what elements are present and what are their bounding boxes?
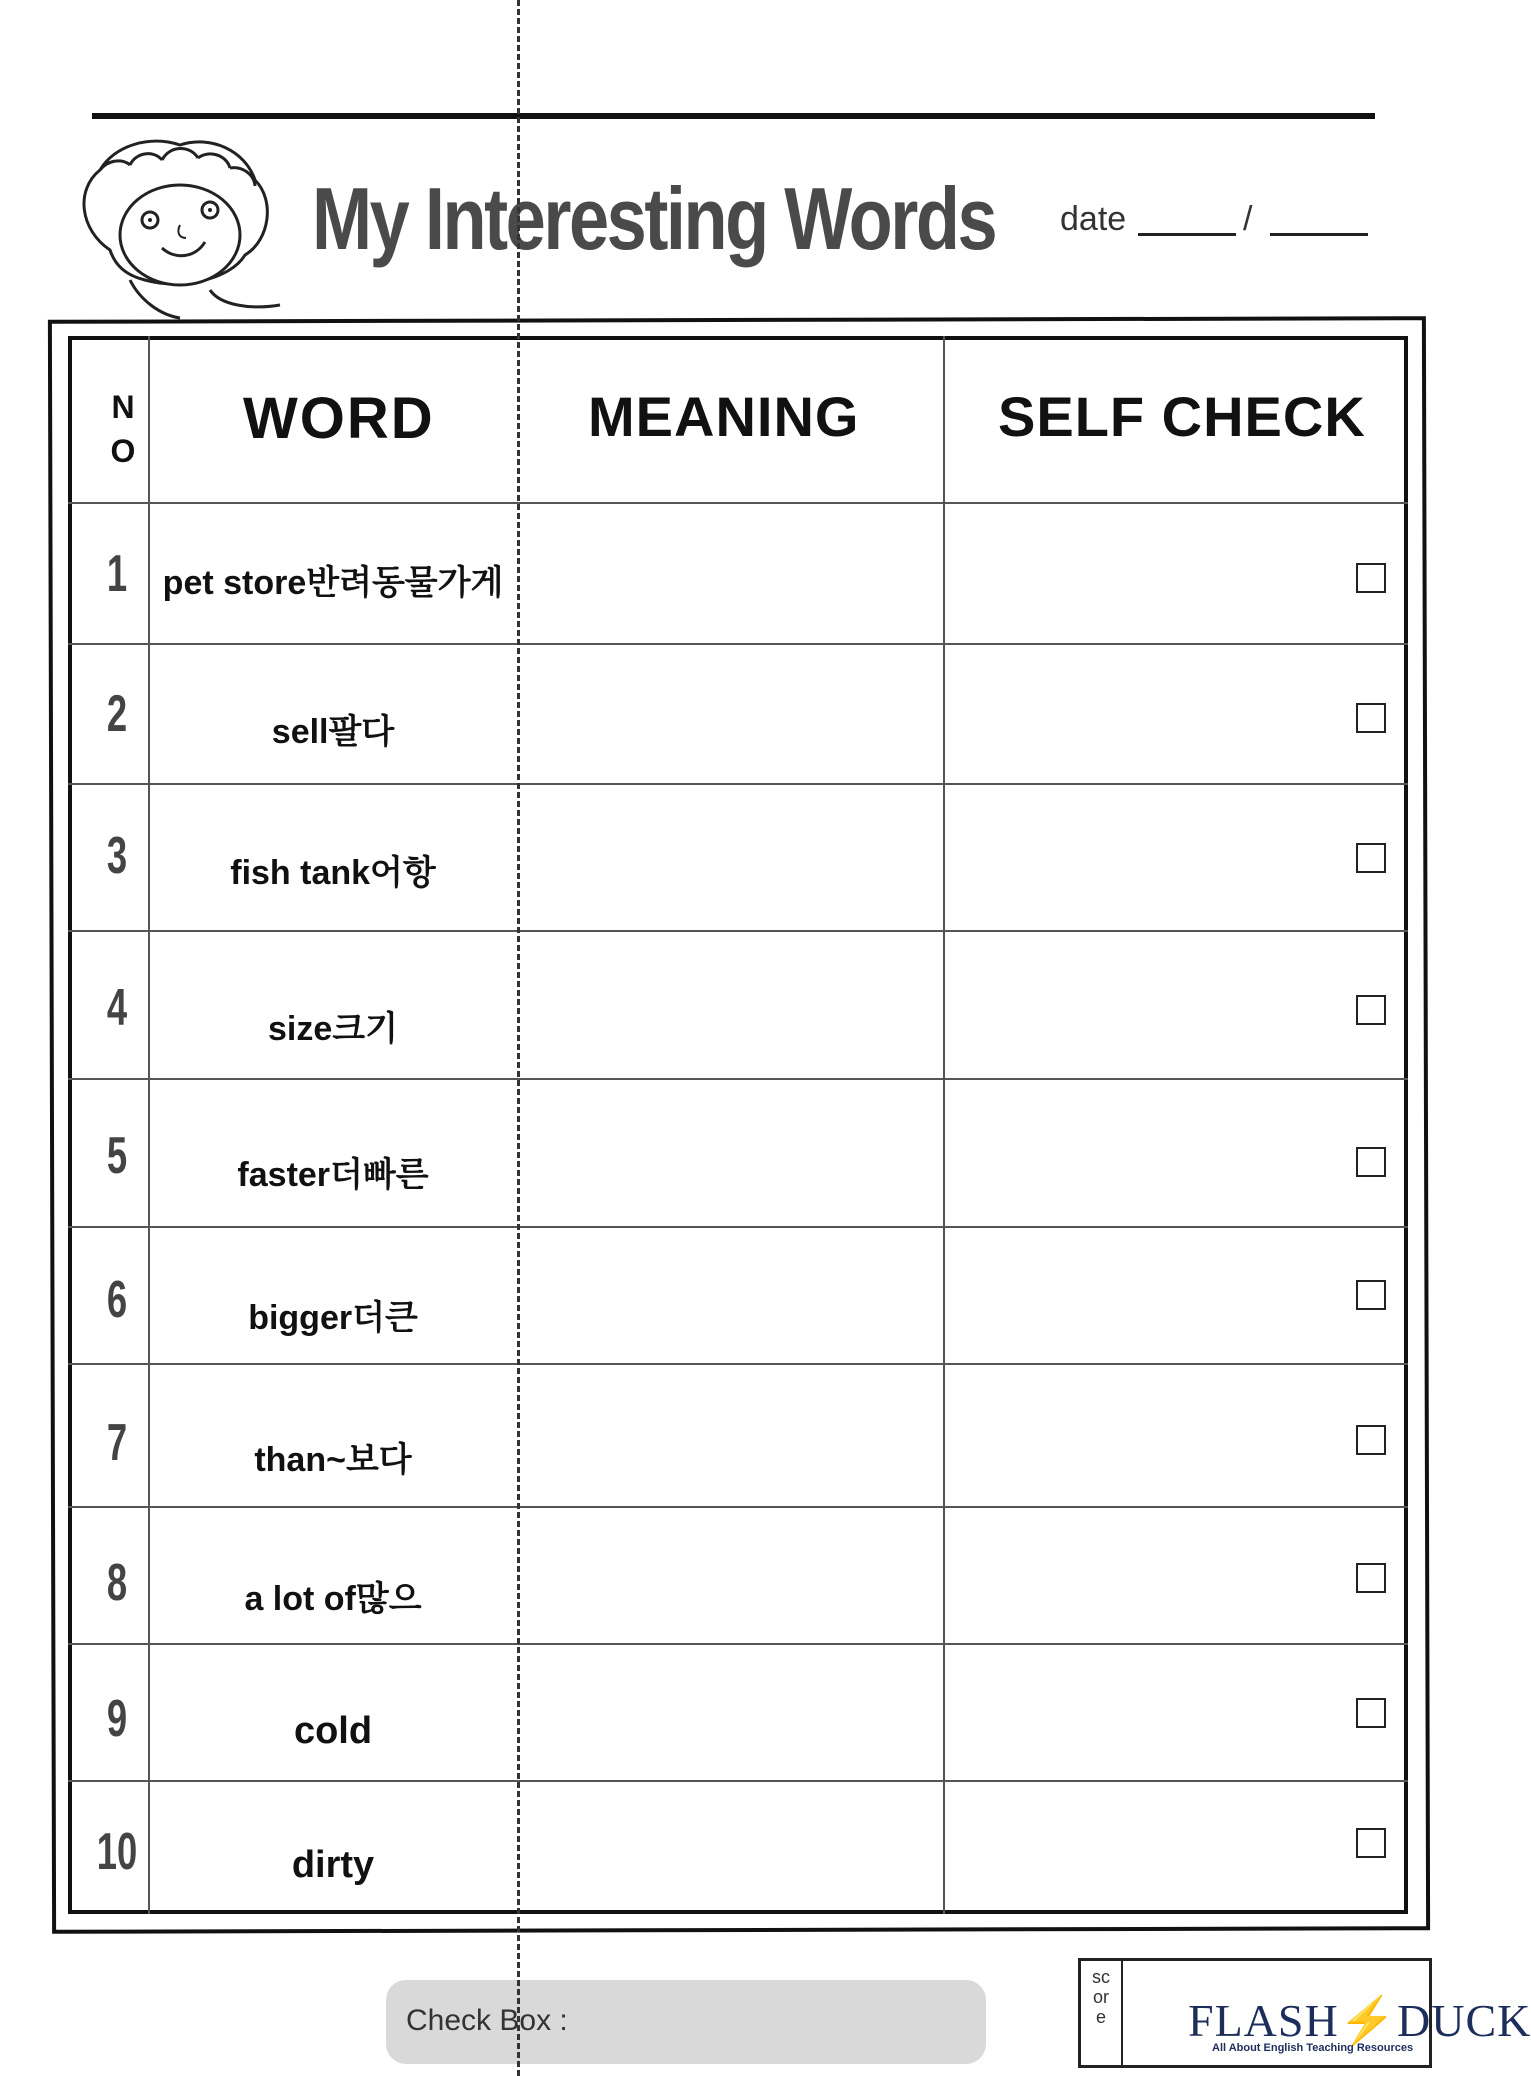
lightning-bolt-icon: ⚡ <box>1338 1995 1397 2046</box>
row-word: pet store반려동물가게 <box>162 564 504 602</box>
score-label: score <box>1092 1967 1110 2027</box>
row-number: 8 <box>106 1554 128 1612</box>
logo-right-text: DUCK <box>1397 1995 1531 2046</box>
row-word: cold <box>293 1710 373 1752</box>
header-no-label: N O <box>110 389 136 469</box>
row-divider <box>68 1363 1408 1365</box>
logo-tagline: All About English Teaching Resources <box>1212 2042 1414 2054</box>
self-check-checkbox[interactable] <box>1356 703 1386 733</box>
logo-left-text: FLASH <box>1188 1995 1339 2046</box>
row-number: 9 <box>106 1690 128 1748</box>
row-number: 2 <box>106 685 128 743</box>
date-separator: / <box>1243 200 1253 238</box>
check-box-field[interactable] <box>386 1980 986 2064</box>
self-check-checkbox[interactable] <box>1356 1280 1386 1310</box>
score-divider <box>1121 1961 1123 2065</box>
check-box-label: Check Box : <box>406 2004 568 2037</box>
header-meaning: MEANING <box>588 385 860 448</box>
self-check-checkbox[interactable] <box>1356 1698 1386 1728</box>
row-number: 7 <box>106 1414 128 1472</box>
flash-duck-logo <box>1188 1994 1531 2048</box>
date-label: date <box>1060 200 1127 238</box>
row-divider <box>68 1506 1408 1508</box>
row-divider <box>68 643 1408 645</box>
row-number: 1 <box>106 545 128 603</box>
date-day-blank[interactable] <box>1270 233 1368 236</box>
row-number: 3 <box>106 827 128 885</box>
row-divider <box>68 1643 1408 1645</box>
row-word: faster더빠른 <box>237 1156 429 1194</box>
boy-face-icon <box>70 130 290 320</box>
self-check-checkbox[interactable] <box>1356 563 1386 593</box>
row-divider <box>68 1078 1408 1080</box>
self-check-checkbox[interactable] <box>1356 995 1386 1025</box>
column-divider-meaning <box>943 336 945 1914</box>
header-word: WORD <box>243 386 435 451</box>
header-no <box>108 385 138 473</box>
row-number: 10 <box>96 1823 138 1881</box>
page-title: My Interesting Words <box>312 169 996 268</box>
self-check-checkbox[interactable] <box>1356 1563 1386 1593</box>
row-word: dirty <box>291 1844 375 1886</box>
row-word: than~보다 <box>254 1441 412 1479</box>
date-month-blank[interactable] <box>1138 233 1236 236</box>
row-divider <box>68 783 1408 785</box>
row-number: 4 <box>106 979 128 1037</box>
row-word: fish tank어항 <box>230 854 436 892</box>
fold-line <box>517 0 520 2076</box>
row-number: 5 <box>106 1127 128 1185</box>
top-rule <box>92 113 1375 119</box>
row-divider <box>68 930 1408 932</box>
row-divider <box>68 1780 1408 1782</box>
row-number: 6 <box>106 1271 128 1329</box>
row-word: sell팔다 <box>271 713 395 751</box>
self-check-checkbox[interactable] <box>1356 1147 1386 1177</box>
self-check-checkbox[interactable] <box>1356 1828 1386 1858</box>
header-self-check: SELF CHECK <box>998 385 1366 448</box>
row-word: size크기 <box>268 1010 398 1048</box>
header-divider <box>68 502 1408 504</box>
self-check-checkbox[interactable] <box>1356 843 1386 873</box>
row-word: bigger더큰 <box>248 1299 418 1337</box>
row-divider <box>68 1226 1408 1228</box>
self-check-checkbox[interactable] <box>1356 1425 1386 1455</box>
row-word: a lot of많으 <box>244 1580 422 1618</box>
